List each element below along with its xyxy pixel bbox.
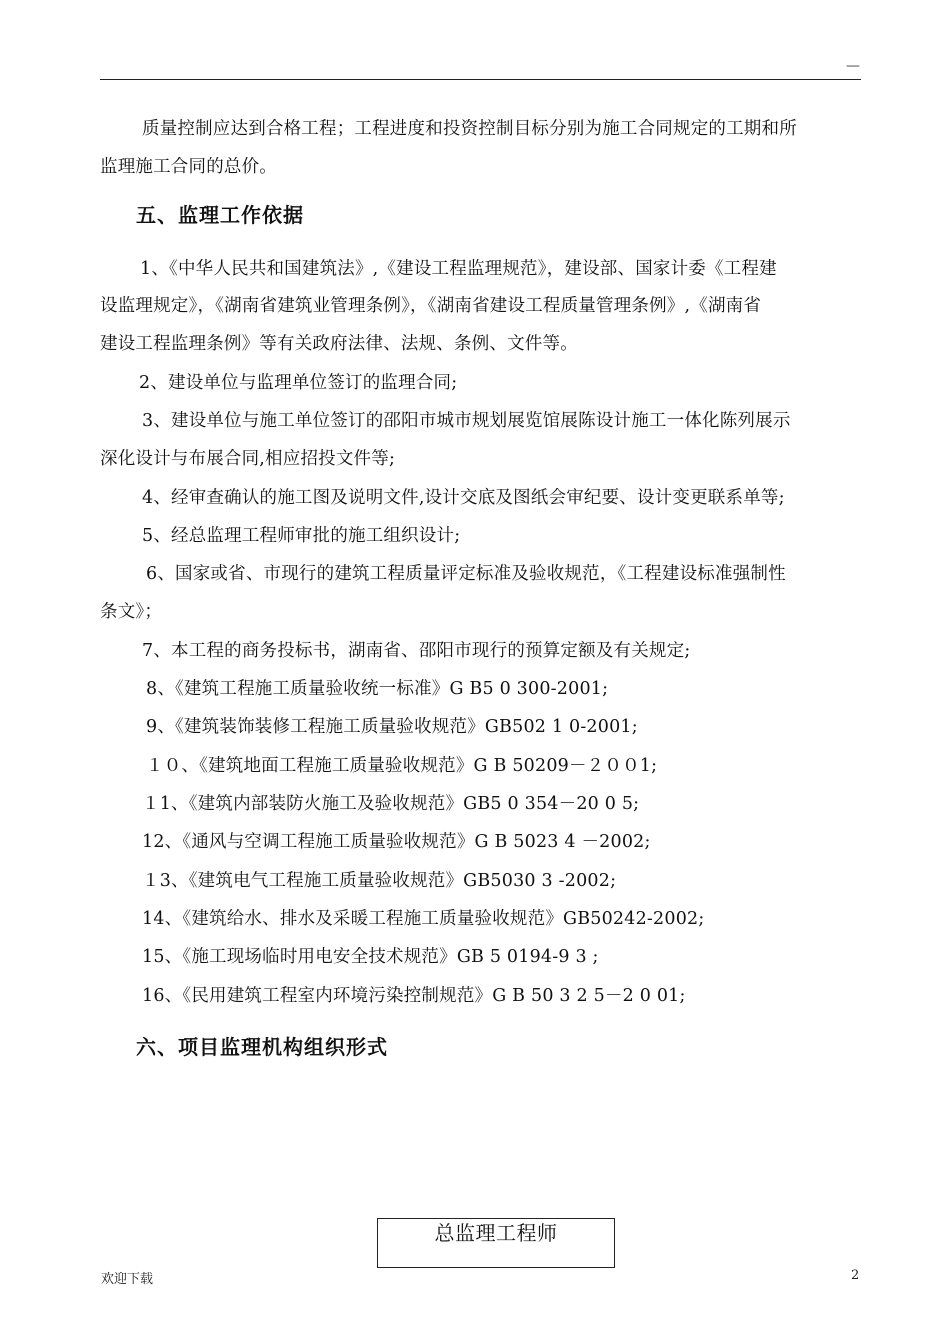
footer-download-note: 欢迎下载: [101, 1272, 154, 1287]
basis-item-13: １3、《建筑电气工程施工质量验收规范》GB5030 3 -2002;: [142, 871, 617, 891]
basis-item-3-line-2: 深化设计与布展合同,相应招投文件等;: [100, 449, 396, 469]
basis-item-8: 8、《建筑工程施工质量验收统一标准》G B5 0 300-2001;: [146, 679, 609, 699]
basis-item-3-line-1: 3、建设单位与施工单位签订的邵阳市城市规划展览馆展陈设计施工一体化陈列展示: [142, 411, 791, 431]
basis-item-2: 2、建设单位与监理单位签订的监理合同;: [139, 373, 458, 393]
page-number: 2: [851, 1268, 860, 1283]
basis-item-15: 15、《施工现场临时用电安全技术规范》GB 5 0194-9 3 ;: [142, 947, 599, 967]
basis-item-9: 9、《建筑装饰装修工程施工质量验收规范》GB502 1 0-2001;: [146, 717, 638, 737]
basis-item-5: 5、经总监理工程师审批的施工组织设计;: [142, 526, 461, 546]
basis-item-6-line-1: 6、国家或省、市现行的建筑工程质量评定标准及验收规范，《工程建设标准强制性: [146, 564, 786, 584]
intro-line-2: 监理施工合同的总价。: [100, 157, 277, 177]
section-5-heading: 五、监理工作依据: [136, 203, 304, 227]
basis-item-10: １０、《建筑地面工程施工质量验收规范》G B 50209－２００1;: [146, 756, 658, 776]
basis-item-16: 16、《民用建筑工程室内环境污染控制规范》G B 50 3 2 5－2 0 01;: [142, 986, 686, 1006]
org-chart-box-chief-supervisor: [377, 1218, 615, 1268]
basis-item-11: １1、《建筑内部装防火施工及验收规范》GB5 0 354－20 0 5;: [142, 794, 640, 814]
header-rule: [100, 79, 861, 80]
basis-item-1-line-1: 1、《中华人民共和国建筑法》,《建设工程监理规范》，建设部、国家计委《工程建: [140, 259, 777, 279]
section-6-heading: 六、项目监理机构组织形式: [136, 1035, 388, 1059]
header-mark: —: [846, 58, 860, 74]
intro-line-1: 质量控制应达到合格工程；工程进度和投资控制目标分别为施工合同规定的工期和所: [142, 119, 797, 139]
basis-item-4: 4、经审查确认的施工图及说明文件,设计交底及图纸会审纪要、设计变更联系单等;: [142, 488, 785, 508]
basis-item-1-line-3: 建设工程监理条例》等有关政府法律、法规、条例、文件等。: [100, 334, 578, 354]
basis-item-7: 7、本工程的商务投标书，湖南省、邵阳市现行的预算定额及有关规定;: [142, 641, 691, 661]
basis-item-6-line-2: 条文》；: [100, 602, 163, 622]
basis-item-1-line-2: 设监理规定》，《湖南省建筑业管理条例》，《湖南省建设工程质量管理条例》,《湖南省: [100, 296, 762, 316]
basis-item-12: 12、《通风与空调工程施工质量验收规范》G B 5023 4 －2002;: [142, 832, 651, 852]
org-box-label: 总监理工程师: [434, 1221, 558, 1245]
basis-item-14: 14、《建筑给水、排水及采暖工程施工质量验收规范》GB50242-2002;: [142, 909, 705, 929]
